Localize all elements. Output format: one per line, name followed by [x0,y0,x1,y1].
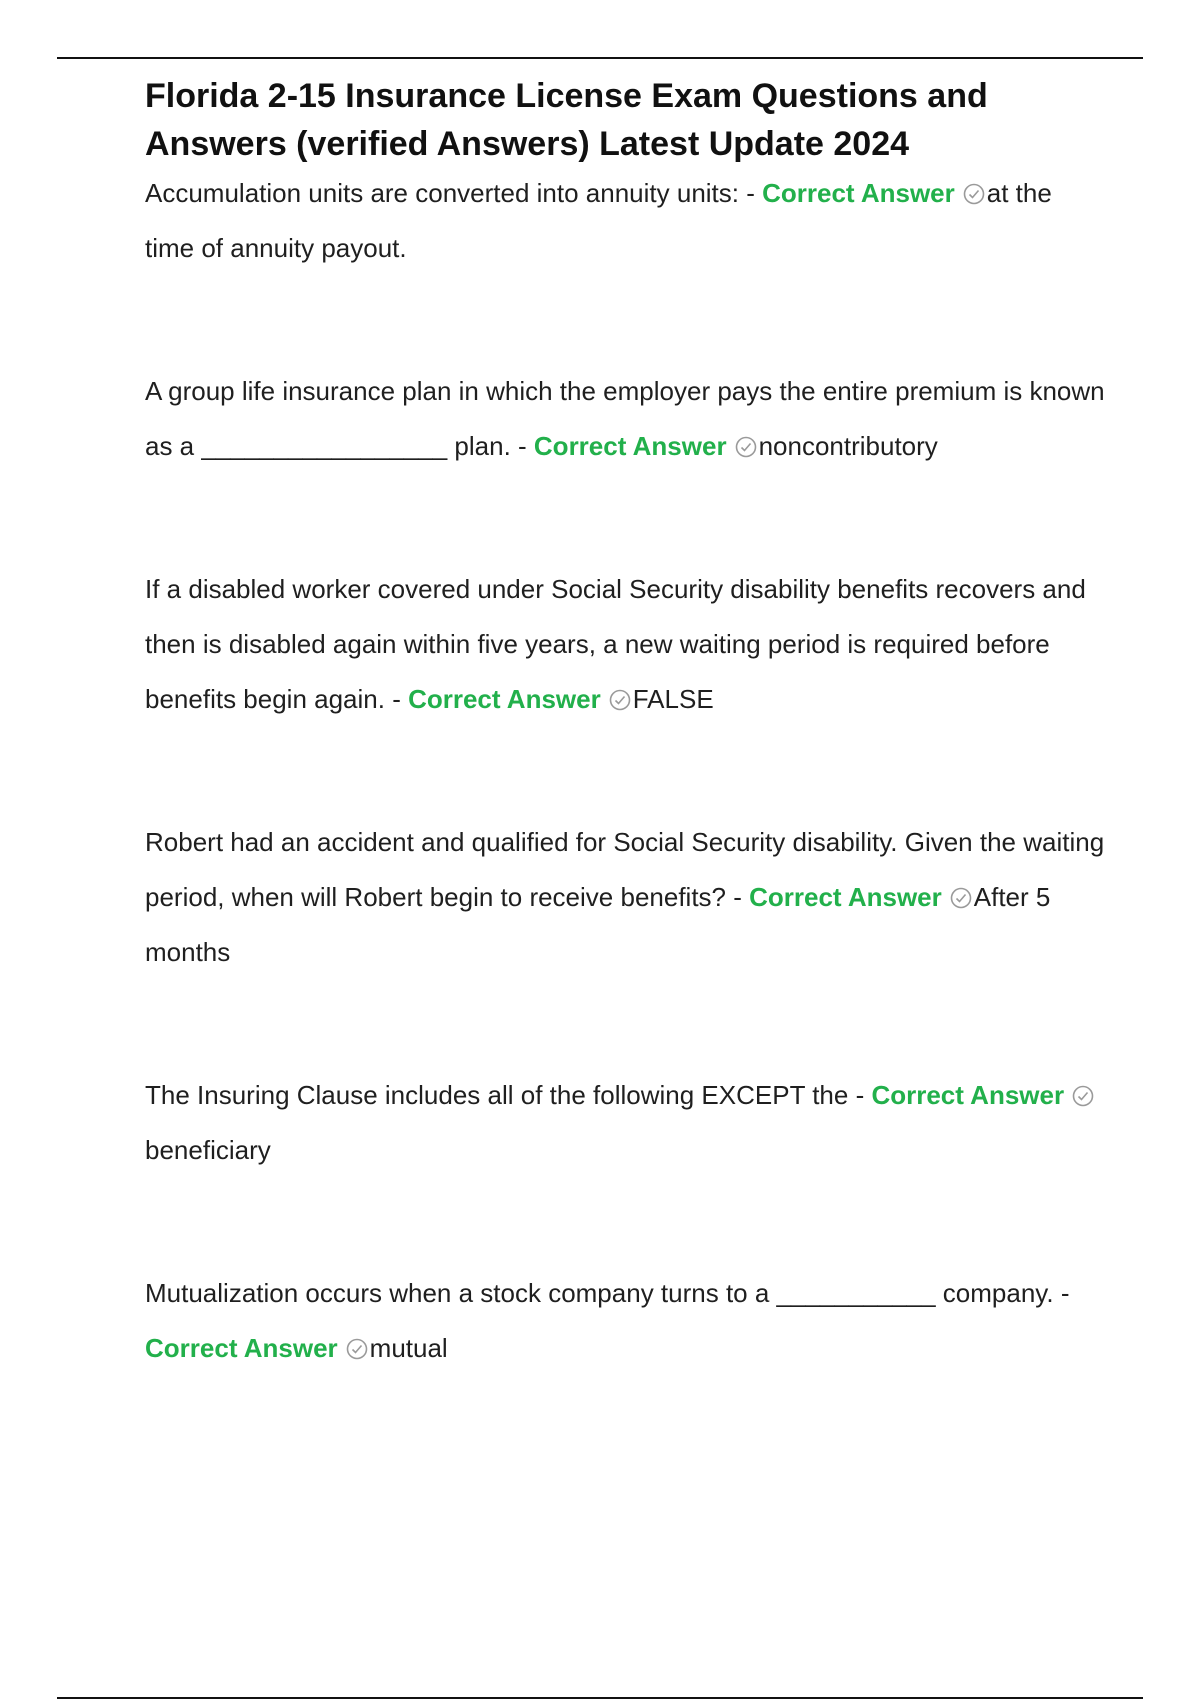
answer-text: beneficiary [145,1135,271,1165]
document-title: Florida 2-15 Insurance License Exam Questions and Answers (verified Answers) Latest Update 2024 [145,77,988,163]
check-circle-icon [735,436,757,458]
correct-answer-label: Correct Answer [145,1333,338,1363]
correct-answer-label: Correct Answer [762,178,955,208]
qa-item [145,1266,1105,1376]
question-text: The Insuring Clause includes all of the following EXCEPT the - [145,1080,872,1110]
qa-item [145,815,1105,980]
question-text: Robert had an accident and qualified for Social Security disability. Given the waiting period, when will Robert begin to receive benefits? - [145,827,1105,912]
qa-item [145,562,1105,727]
answer-text: mutual [369,1333,448,1363]
answer-text: After 5 months [145,882,1051,967]
top-rule [57,57,1143,59]
question-text: If a disabled worker covered under Social Security disability benefits recovers and then is disabled again within five years, a new waiting period is required before benefits begin again. - [145,574,1086,714]
check-circle-icon [346,1338,368,1360]
question-text: A group life insurance plan in which the employer pays the entire premium is known as a _________________ plan. - [145,376,1105,461]
check-circle-icon [963,183,985,205]
check-circle-icon [950,887,972,909]
check-circle-icon [1072,1085,1094,1107]
answer-text: FALSE [632,684,714,714]
answer-text: at the time of annuity payout. [145,178,1052,263]
qa-item [145,166,1105,276]
document-page [145,72,1105,1376]
correct-answer-label: Correct Answer [533,431,727,461]
question-text: Accumulation units are converted into annuity units: - [145,178,763,208]
check-circle-icon [609,689,631,711]
correct-answer-label: Correct Answer [749,882,942,912]
qa-item [145,364,1105,474]
qa-item [145,1068,1105,1178]
question-text: Mutualization occurs when a stock company turns to a ___________ company. - [145,1278,1070,1308]
bottom-rule [57,1697,1143,1699]
correct-answer-label: Correct Answer [871,1080,1065,1110]
answer-text: noncontributory [758,431,938,461]
correct-answer-label: Correct Answer [408,684,601,714]
